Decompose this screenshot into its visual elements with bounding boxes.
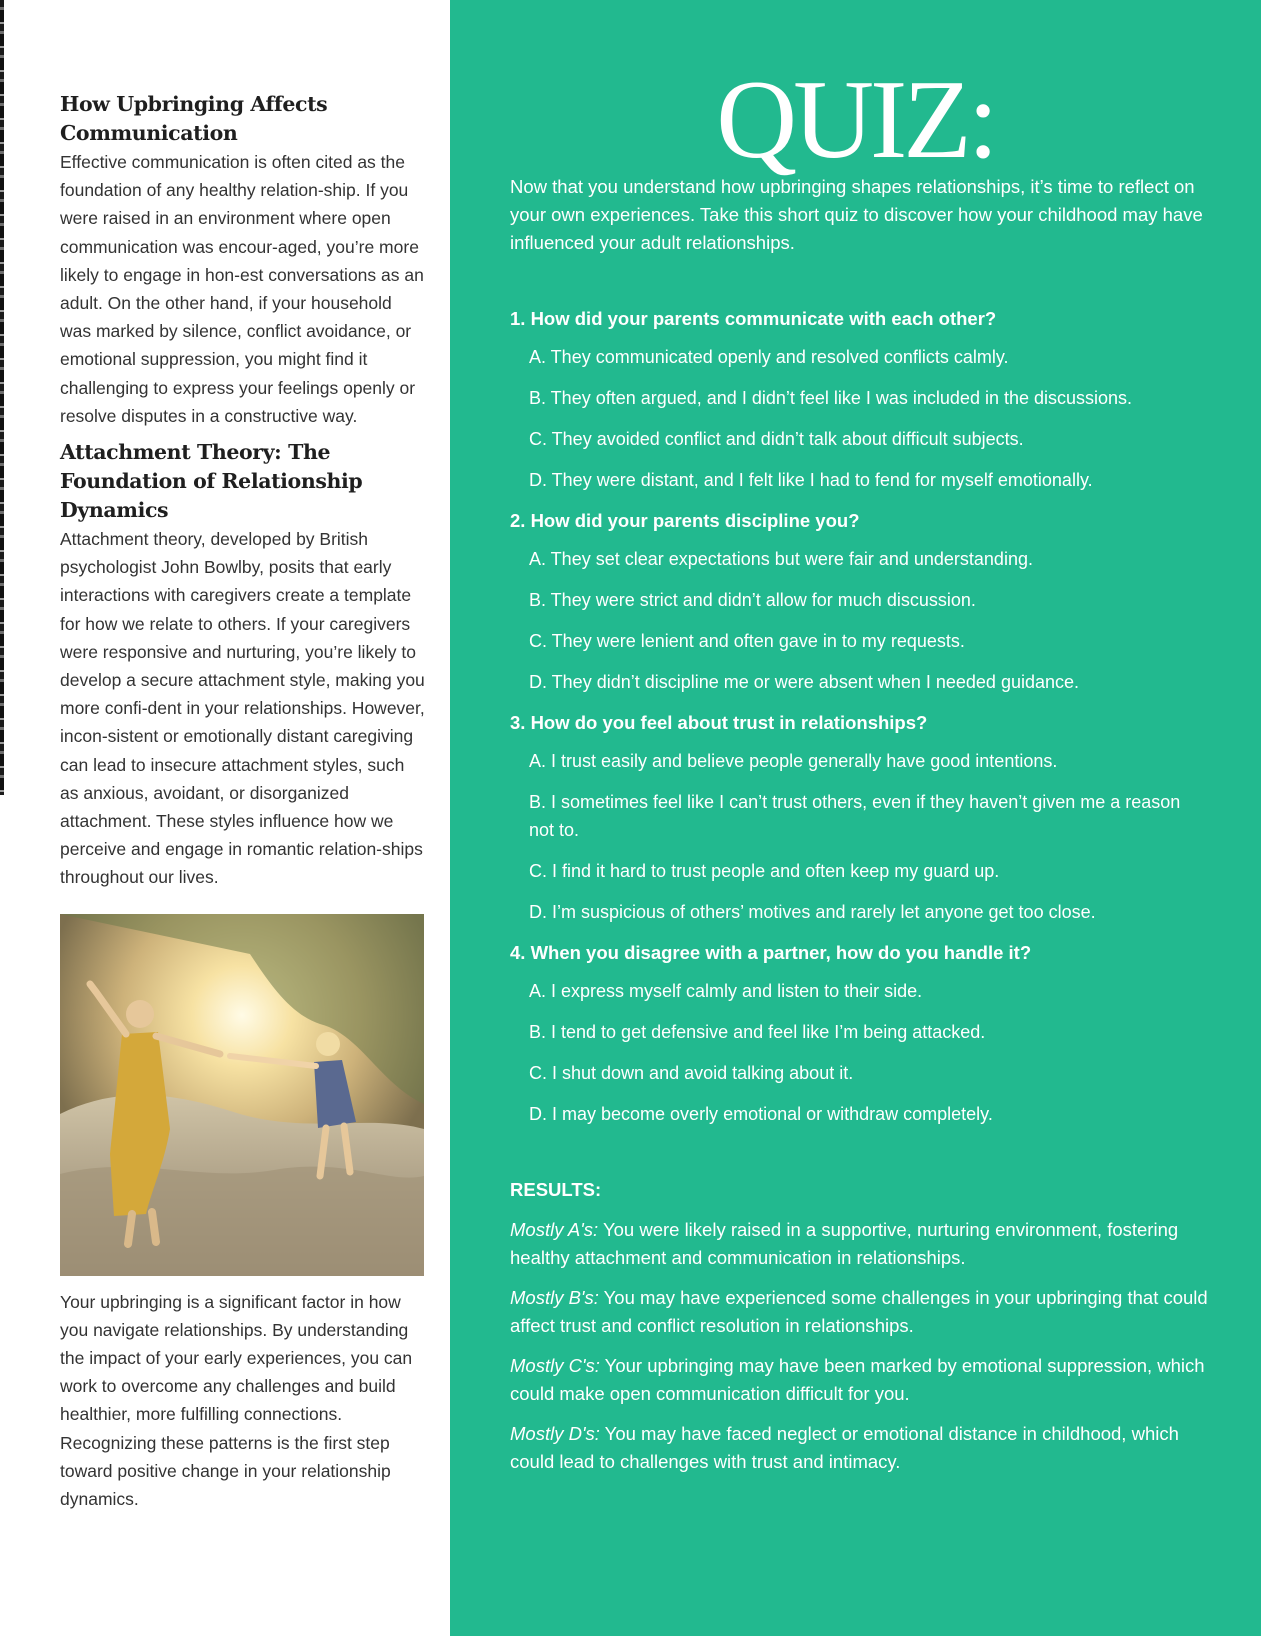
- result-label: Mostly A's:: [510, 1219, 599, 1240]
- answer-option: A. They communicated openly and resolved conflicts calmly.: [529, 347, 1009, 367]
- section-body-attachment: Attachment theory, developed by British psychologist John Bowlby, posits that early interactions with caregivers create a template for how we relate to others. If your caregivers were responsive and nurturing, you’re likely to develop a secure attachment style, making you more confi-dent in your relationships. However, incon-sistent or emotionally distant caregiving can lead to insecure attachment styles, such as anxious, avoidant, or disorganized attachment. These styles influence how we perceive and engage in romantic relation-ships throughout our lives.: [60, 529, 425, 888]
- section-heading-attachment: Attachment Theory: The Foundation of Relationship Dynamics: [60, 440, 363, 523]
- left-column: [0, 0, 450, 1636]
- answer-list: [510, 343, 1210, 494]
- result-label: Mostly D's:: [510, 1423, 600, 1444]
- question-text: 1. How did your parents communicate with each other?: [510, 308, 997, 329]
- answer-option: A. I trust easily and believe people generally have good intentions.: [529, 751, 1058, 771]
- answer-option: D. They were distant, and I felt like I had to fend for myself emotionally.: [529, 470, 1093, 490]
- result-item: [510, 1216, 1210, 1272]
- result-text: Your upbringing may have been marked by emotional suppression, which could make open communication difficult for you.: [510, 1355, 1205, 1404]
- answer-option: C. I find it hard to trust people and often keep my guard up.: [529, 861, 1000, 881]
- photo-children-on-rocks: [60, 914, 424, 1276]
- answer-list: [510, 977, 1210, 1128]
- answer-list: [510, 545, 1210, 696]
- answer-option: D. I’m suspicious of others’ motives and rarely let anyone get too close.: [529, 902, 1096, 922]
- result-item: [510, 1352, 1210, 1408]
- answer-option: C. They avoided conflict and didn’t talk about difficult subjects.: [529, 429, 1024, 449]
- question-text: 3. How do you feel about trust in relationships?: [510, 712, 928, 733]
- answer-option: A. They set clear expectations but were fair and understanding.: [529, 549, 1033, 569]
- page-edge-strip: [0, 0, 4, 795]
- section-body-communication: Effective communication is often cited as the foundation of any healthy relation-ship. If you were raised in an environment where open communication was encour-aged, you’re more likely to engage in hon-est conversations as an adult. On the other hand, if your household was marked by silence, conflict avoidance, or emotional suppression, you might find it challenging to express your feelings openly or resolve disputes in a constructive way.: [60, 152, 424, 426]
- answer-option: C. They were lenient and often gave in to my requests.: [529, 631, 965, 651]
- answer-option: B. I sometimes feel like I can’t trust others, even if they haven’t given me a reason not to.: [529, 792, 1181, 840]
- answer-option: B. I tend to get defensive and feel like I’m being attacked.: [529, 1022, 986, 1042]
- result-item: [510, 1420, 1210, 1476]
- left-content: [60, 90, 426, 1521]
- quiz-question: [510, 709, 1210, 926]
- quiz-question: [510, 305, 1210, 494]
- answer-option: D. I may become overly emotional or withdraw completely.: [529, 1104, 993, 1124]
- results-heading: RESULTS:: [510, 1179, 602, 1200]
- answer-option: B. They often argued, and I didn’t feel like I was included in the discussions.: [529, 388, 1133, 408]
- quiz-question: [510, 939, 1210, 1128]
- answer-option: C. I shut down and avoid talking about it.: [529, 1063, 854, 1083]
- result-item: [510, 1284, 1210, 1340]
- section-heading-communication: How Upbringing Affects Communication: [60, 92, 328, 145]
- result-label: Mostly B's:: [510, 1287, 599, 1308]
- quiz-panel: [450, 0, 1261, 1636]
- quiz-results: [510, 1176, 1210, 1476]
- photo-illustration: [60, 914, 424, 1276]
- result-text: You may have faced neglect or emotional distance in childhood, which could lead to challenges with trust and intimacy.: [510, 1423, 1179, 1472]
- result-text: You may have experienced some challenges in your upbringing that could affect trust and conflict resolution in relationships.: [510, 1287, 1208, 1336]
- answer-option: B. They were strict and didn’t allow for much discussion.: [529, 590, 976, 610]
- answer-option: A. I express myself calmly and listen to their side.: [529, 981, 923, 1001]
- quiz-content: [510, 173, 1210, 1488]
- question-text: 4. When you disagree with a partner, how do you handle it?: [510, 942, 1032, 963]
- quiz-intro: Now that you understand how upbringing shapes relationships, it’s time to reflect on your own experiences. Take this short quiz to discover how your childhood may have influenced your adult relationships.: [510, 176, 1203, 253]
- quiz-title: QUIZ:: [716, 58, 995, 182]
- closing-paragraph: Your upbringing is a significant factor in how you navigate relationships. By understanding the impact of your early experiences, you can work to overcome any challenges and build healthier, more fulfilling connections. Recognizing these patterns is the first step toward positive change in your relationship dynamics.: [60, 1291, 413, 1510]
- result-text: You were likely raised in a supportive, nurturing environment, fostering healthy attachment and communication in relationships.: [510, 1219, 1179, 1268]
- result-label: Mostly C's:: [510, 1355, 600, 1376]
- answer-list: [510, 747, 1210, 926]
- quiz-question: [510, 507, 1210, 696]
- question-text: 2. How did your parents discipline you?: [510, 510, 860, 531]
- answer-option: D. They didn’t discipline me or were absent when I needed guidance.: [529, 672, 1080, 692]
